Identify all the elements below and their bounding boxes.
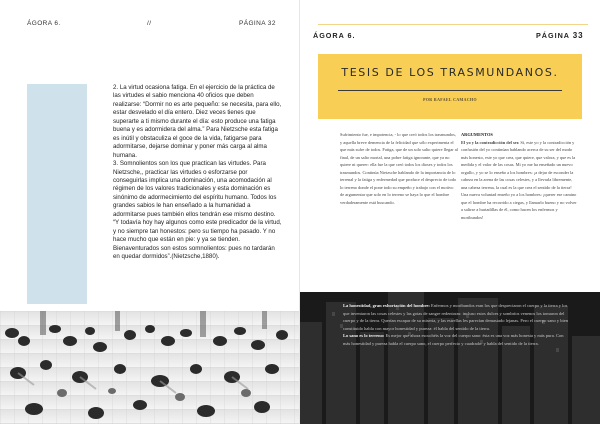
article-column-2 xyxy=(461,131,579,222)
dark-paragraph-1 xyxy=(343,302,571,332)
right-page xyxy=(300,0,600,424)
article-byline: POR RAFAEL CAMACHO xyxy=(423,98,477,102)
title-rule xyxy=(338,90,562,91)
arguments-subheading: El yo y la contradicción del ser. xyxy=(461,139,520,145)
left-body-text xyxy=(113,84,283,262)
page-label: PÁGINA xyxy=(536,31,570,40)
column-1-text: Sufrimiento fue, e impotencia, - lo que creó todos los trasmundos, y aquella breve demencia de la felicidad que sólo experimenta el que más sufre de todos. Fatiga, que de un solo salto quiere llegar al final, de un salto mortal, una pobre fatiga ignorante, que ya no quiere ni querer: ella fue la que creó todos los dioses y todos los trasmundos. Continúa Nietzsche hablando de la importancia de lo terrenal y la fatiga y enfermedad que produce el desprecio de todo lo terreno donde el pone todo su empeño y trabajo con el motivo de argumentar que solo en lo terreno se haya lo que el hombre verdaderamente está buscando. xyxy=(340,132,458,205)
left-header-separator: // xyxy=(147,20,152,27)
article-column-1 xyxy=(340,131,458,206)
crowd-photo xyxy=(0,311,300,424)
page-number: 33 xyxy=(572,31,584,40)
paragraph-2: 2. La virtud ocasiona fatiga. En el ejercicio de la práctica de las virtudes el sabio menciona 40 oficios que deben realizarse: “Dormir no es arte pequeño: se necesita, para ello, estar desvelado el día entero. Diez veces tienes que superarte a ti mismo durante el día: esto produce una fatiga buena y es adormidera del alma.” Para Nietzsche esta fatiga es inútil y obstaculiza el goce de la vida, fatigarse para adormitarse, dejarse dominar y poner más carga al alma humana. xyxy=(113,84,282,159)
paragraph-3: 3. Somnolientos son los que practican las virtudes. Para Nietzsche,, practicar las virtudes o esforzarse por conseguirlas implica una dominación, una acomodación al régimen de los valores tradicionales y esta dominación es sinónimo de adormecimiento del espíritu humano. Todos los grandes sabios le han enseñado a la humanidad a adormitarse pues también ellos tendrán ese mismo destino. “Y todavía hoy hay algunos como este predicador de la virtud, y no siempre tan honestos: pero su tiempo ha pasado. Y no hace mucho que están en pie: y ya se tienden. Bienaventurados son estos somnolientos: pues no tardarán en quedar dormidos”.(Nietzsche,1880). xyxy=(113,160,282,261)
dark-paragraph-2-body: Es mejor que ahora escuchéis la voz del cuerpo sano: ésta es una voz más honesta y más pura. Con más honestidad y pureza habla el cuerpo sano, el cuerpo perfecto y cuadrado: y habla del sentido de la tierra. xyxy=(343,333,564,346)
right-header-magazine: ÁGORA 6. xyxy=(313,31,356,40)
arguments-heading: ARGUMENTOS xyxy=(461,132,493,137)
dark-photo-panel xyxy=(300,292,600,424)
arguments-body: Sí, este yo y la contradicción y confusión del yo continúan hablando acerca de su ser del modo más honesto, este yo que crea, que quiere, que valora, y que es la medida y el valor de las cosas. Mi yo me ha enseñado un nuevo orgullo, y yo se lo enseño a los hombres: ¡a dejar de esconder la cabeza en la arena de las cosas celestes, y a llevarla libremente, una cabeza terrena, la cual es la que crea el sentido de la tierra! Una nueva voluntad enseño yo a los hombres: ¡querer ese camino que el hombre ha recorrido a ciegas, y llamarlo bueno y no volver a salirse a hurtadillas de él, como hacen los enfermos y moribundos! xyxy=(461,139,577,221)
left-header-magazine: ÁGORA 6. xyxy=(27,20,61,27)
left-header-page-number: PÁGINA 32 xyxy=(239,20,276,27)
title-banner xyxy=(318,54,582,119)
top-rule xyxy=(318,24,588,25)
dark-panel-text xyxy=(343,302,571,348)
dark-paragraph-2-heading: Lo sano es lo terreno: xyxy=(343,333,385,339)
article-title: TESIS DE LOS TRASMUNDANOS. xyxy=(341,66,559,79)
arguments-text xyxy=(461,139,579,222)
dark-paragraph-2 xyxy=(343,332,571,347)
dark-paragraph-1-heading: La honestidad, gran exhortación del hombre: xyxy=(343,303,430,308)
decorative-blue-bar xyxy=(27,84,87,304)
right-header-page-number xyxy=(536,31,584,40)
dark-paragraph-1-body: Enfermos y moribundos eran los que despreciaron el cuerpo y la tierra y los que inventaron las cosas celestes y las gotas de sangre redentoras: incluso estos dulces y sombríos venenos los tomaron del cuerpo y de la tierra. Querían escapar de su miseria, y las estrellas les parecían demasiado lejanas. Pero el cuerpo sano y bien constituido habla con mayor honestidad y pureza: él habla del sentido de la tierra. xyxy=(343,303,569,331)
